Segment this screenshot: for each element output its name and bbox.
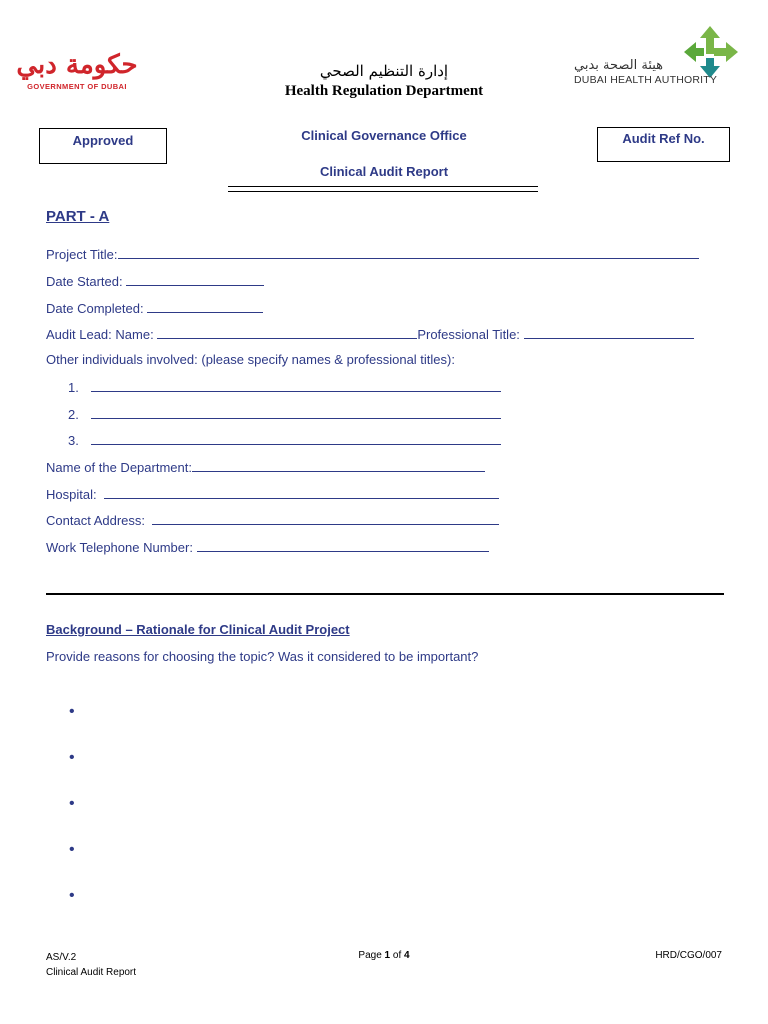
contact-address-field <box>46 512 499 528</box>
project-title-line[interactable] <box>118 246 699 259</box>
dha-logo-text: DUBAI HEALTH AUTHORITY <box>574 74 718 86</box>
government-of-dubai-logo <box>16 50 138 98</box>
part-a-heading: PART - A <box>46 208 110 225</box>
project-title-field <box>46 246 699 262</box>
individual-1-line[interactable] <box>91 379 501 392</box>
date-started-line[interactable] <box>126 273 264 286</box>
footer-version: AS/V.2 <box>46 952 77 963</box>
footer-left <box>46 950 136 980</box>
bullet-item-3[interactable]: • <box>69 795 75 812</box>
individual-3-number: 3. <box>68 433 79 448</box>
audit-lead-line[interactable] <box>157 326 417 339</box>
section-divider <box>46 593 724 595</box>
bullet-item-4[interactable]: • <box>69 841 75 858</box>
project-title-label: Project Title: <box>46 247 118 262</box>
date-started-field <box>46 273 264 289</box>
page-total: 4 <box>404 950 410 961</box>
individual-3 <box>68 432 501 448</box>
individual-2-line[interactable] <box>91 406 501 419</box>
professional-title-label: Professional Title: <box>417 327 520 342</box>
individual-2-number: 2. <box>68 407 79 422</box>
individual-3-line[interactable] <box>91 432 501 445</box>
bullet-item-2[interactable]: • <box>69 749 75 766</box>
approved-box <box>39 128 167 164</box>
date-started-label: Date Started: <box>46 274 123 289</box>
gov-logo-text: GOVERNMENT OF DUBAI <box>27 82 127 91</box>
department-label: Name of the Department: <box>46 460 192 475</box>
work-telephone-label: Work Telephone Number: <box>46 540 193 555</box>
other-individuals-label: Other individuals involved: (please specify names & professional titles): <box>46 352 455 367</box>
header-double-rule <box>228 186 538 192</box>
work-telephone-field <box>46 539 489 555</box>
individual-1-number: 1. <box>68 380 79 395</box>
work-telephone-line[interactable] <box>197 539 489 552</box>
contact-address-line[interactable] <box>152 512 499 525</box>
office-title: Clinical Governance Office <box>301 128 467 143</box>
hospital-field <box>46 486 499 502</box>
page-number: 1 <box>384 950 391 961</box>
page-word: Page <box>358 950 382 961</box>
gov-logo-arabic: حكومة دبي <box>16 50 138 80</box>
date-completed-field <box>46 300 263 316</box>
hospital-line[interactable] <box>104 486 499 499</box>
individual-2 <box>68 406 501 422</box>
contact-address-label: Contact Address: <box>46 513 145 528</box>
date-completed-line[interactable] <box>147 300 263 313</box>
background-question: Provide reasons for choosing the topic? Was it considered to be important? <box>46 649 479 664</box>
of-word: of <box>392 950 402 961</box>
hospital-label: Hospital: <box>46 487 97 502</box>
page-indicator <box>320 950 448 961</box>
date-completed-label: Date Completed: <box>46 301 144 316</box>
report-title: Clinical Audit Report <box>319 164 449 179</box>
background-title: Background – Rationale for Clinical Audit Project <box>46 622 350 637</box>
footer-code: HRD/CGO/007 <box>655 950 722 961</box>
bullet-item-5[interactable]: • <box>69 887 75 904</box>
bullet-item-1[interactable]: • <box>69 703 75 720</box>
professional-title-line[interactable] <box>524 326 694 339</box>
department-english: Health Regulation Department <box>284 83 484 99</box>
department-arabic: إدارة التنظيم الصحي <box>319 62 449 80</box>
audit-ref-box <box>597 127 730 162</box>
department-line[interactable] <box>192 459 485 472</box>
department-field <box>46 459 485 475</box>
audit-lead-label: Audit Lead: Name: <box>46 327 154 342</box>
audit-ref-label: Audit Ref No. <box>622 131 705 146</box>
approved-label: Approved <box>72 133 134 148</box>
dubai-health-authority-logo <box>572 24 748 88</box>
individual-1 <box>68 379 501 395</box>
audit-lead-field <box>46 326 694 342</box>
footer-doc-name: Clinical Audit Report <box>46 967 137 978</box>
dha-logo-arabic: هيئة الصحة بدبي <box>574 58 664 73</box>
